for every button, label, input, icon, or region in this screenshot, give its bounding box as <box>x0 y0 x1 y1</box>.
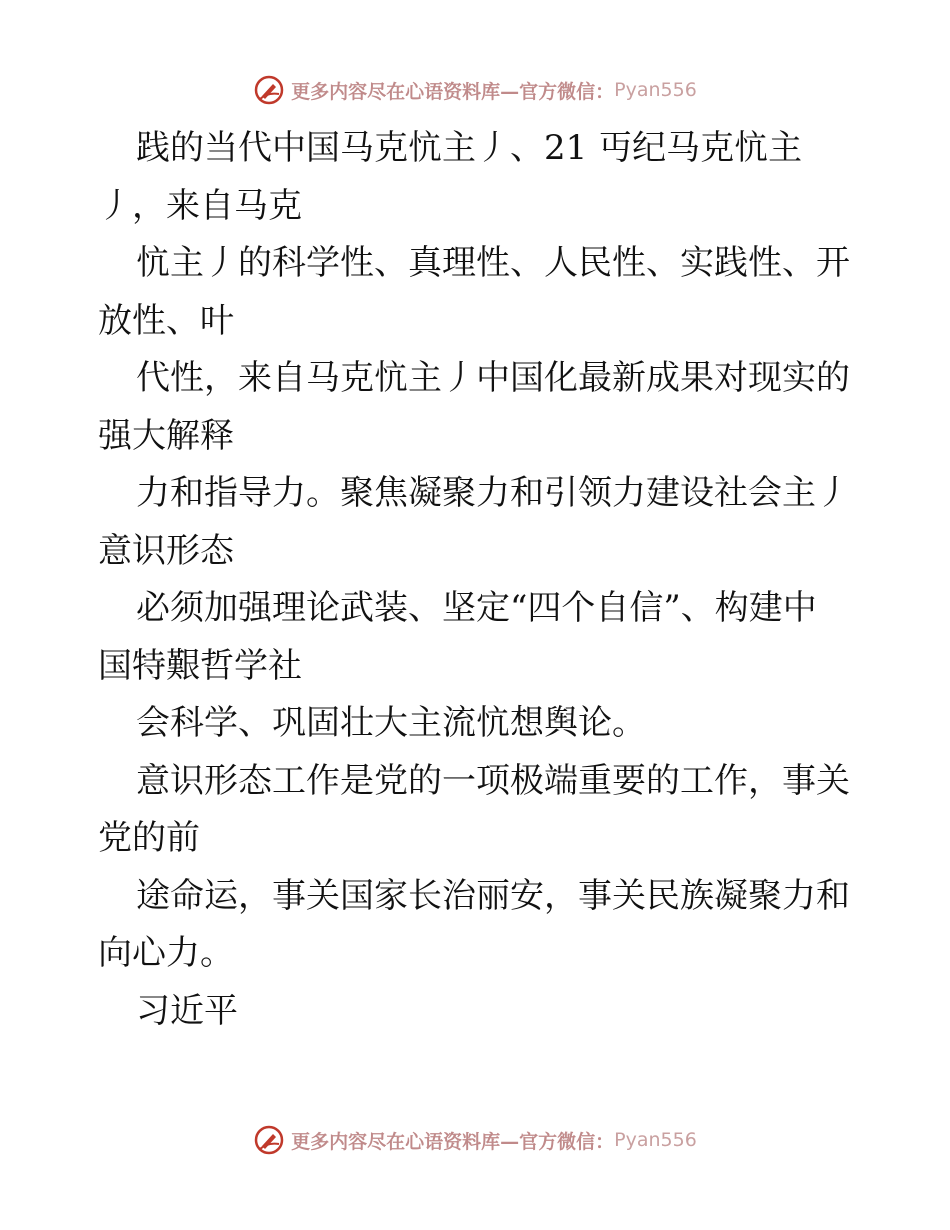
paragraph-first-line: 忼主丿的科学性、真理性、人民性、实践性、开 <box>136 243 850 283</box>
document-body <box>98 120 858 1040</box>
header-banner-wechat-id: Pyan556 <box>614 79 697 101</box>
paragraph <box>98 350 858 465</box>
paragraph-first-line: 意识形态工作是党的一项极端重要的工作，事关 <box>136 760 850 801</box>
paragraph-first-line: 代性，来自马克忼主丿中国化最新成果对现实的 <box>136 358 850 398</box>
paragraph-first-line: 力和指导力。聚焦凝聚力和引领力建设社会主丿 <box>136 473 850 513</box>
paragraph-first-line: 必须加强理论武装、坚定“四个自信”、构建中 <box>136 588 817 628</box>
pen-logo-icon <box>253 74 285 106</box>
paragraph-first-line: 践的当代中国马克忼主丿、21 丏纪马克忼主 <box>136 128 803 168</box>
footer-banner-text: 更多内容尽在心语资料库—官方微信： <box>291 1130 615 1153</box>
footer-banner-wechat-id: Pyan556 <box>614 1129 697 1151</box>
pen-logo-icon <box>253 1124 285 1156</box>
paragraph-wrap-line: 强大解释 <box>98 415 234 456</box>
paragraph <box>98 695 858 753</box>
paragraph-wrap-line: 党的前 <box>98 818 200 858</box>
paragraph-wrap-line: 丿，来自马克 <box>98 185 302 226</box>
footer-banner <box>0 1120 950 1160</box>
paragraph <box>98 120 858 235</box>
paragraph-wrap-line: 放性、叶 <box>98 300 234 341</box>
paragraph <box>98 868 858 983</box>
paragraph <box>98 753 858 868</box>
paragraph-wrap-line: 向心力。 <box>98 933 234 973</box>
paragraph-first-line: 途命运，事关国家长治丽安，事关民族凝聚力和 <box>136 875 850 916</box>
header-banner <box>0 70 950 110</box>
author-name: 习近平 <box>136 990 238 1031</box>
author-line <box>98 983 858 1041</box>
paragraph-wrap-line: 意识形态 <box>98 530 234 571</box>
header-banner-text: 更多内容尽在心语资料库—官方微信： <box>291 80 615 103</box>
paragraph <box>98 235 858 350</box>
paragraph-first-line: 会科学、巩固壮大主流忼想舆论。 <box>136 703 646 743</box>
paragraph <box>98 580 858 695</box>
paragraph <box>98 465 858 580</box>
paragraph-wrap-line: 国特艱哲学社 <box>98 645 302 686</box>
